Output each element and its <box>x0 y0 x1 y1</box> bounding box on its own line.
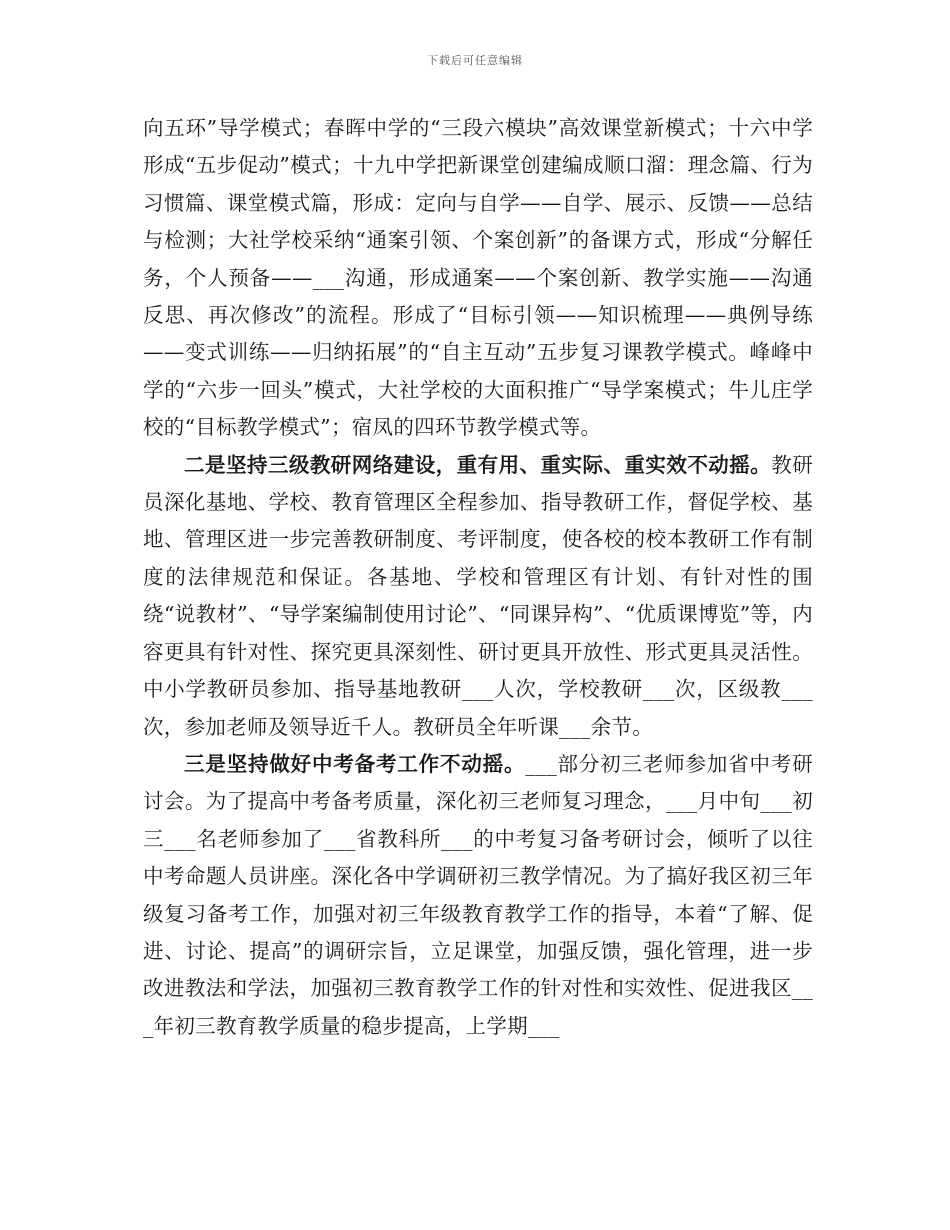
paragraph-body: 向五环”导学模式；春晖中学的“三段六模块”高效课堂新模式；十六中学形成“五步促动”模式；十九中学把新课堂创建编成顺口溜：理念篇、行为习惯篇、课堂模式篇，形成：定向与自学——自学、展示、反馈——总结与检测；大社学校采纳“通案引领、个案创新”的备课方式，形成“分解任务，个人预备——___沟通，形成通案——个案创新、教学实施——沟通反思、再次修改”的流程。形成了“目标引领——知识梳理——典例导练——变式训练——归纳拓展”的“自主互动”五步复习课教学模式。峰峰中学的“六步一回头”模式，大社学校的大面积推广“导学案模式；牛儿庄学校的“目标教学模式”；宿凤的四环节教学模式等。 <box>143 116 813 440</box>
paragraph-research-network <box>143 447 813 746</box>
page-header: 下载后可任意编辑 <box>427 54 523 67</box>
document-body <box>143 110 813 1045</box>
paragraph-body: ___部分初三老师参加省中考研讨会。为了提高中考备考质量，深化初三老师复习理念，___月中旬___初三___名老师参加了___省教科所___的中考复习备考研讨会，倾听了以往中考命题人员讲座。深化各中学调研初三教学情况。为了搞好我区初三年级复习备考工作，加强对初三年级教育教学工作的指导，本着“了解、促进、讨论、提高”的调研宗旨，立足课堂，加强反馈，强化管理，进一步改进教法和学法，加强初三教育教学工作的针对性和实效性、促进我区___年初三教育教学质量的稳步提高，上学期___ <box>143 751 813 1038</box>
paragraph-continued <box>143 110 813 447</box>
paragraph-lead: 三是坚持做好中考备考工作不动摇。 <box>184 751 526 776</box>
paragraph-body: 教研员深化基地、学校、教育管理区全程参加、指导教研工作，督促学校、基地、管理区进一步完善教研制度、考评制度，使各校的校本教研工作有制度的法律规范和保证。各基地、学校和管理区有计划、有针对性的围绕“说教材”、“导学案编制使用讨论”、“同课异构”、“优质课博览”等，内容更具有针对性、探究更具深刻性、研讨更具开放性、形式更具灵活性。中小学教研员参加、指导基地教研___人次，学校教研___次，区级教___次，参加老师及领导近千人。教研员全年听课___余节。 <box>143 452 813 739</box>
paragraph-exam-prep <box>143 746 813 1045</box>
paragraph-lead: 二是坚持三级教研网络建设，重有用、重实际、重实效不动摇。 <box>184 452 772 477</box>
